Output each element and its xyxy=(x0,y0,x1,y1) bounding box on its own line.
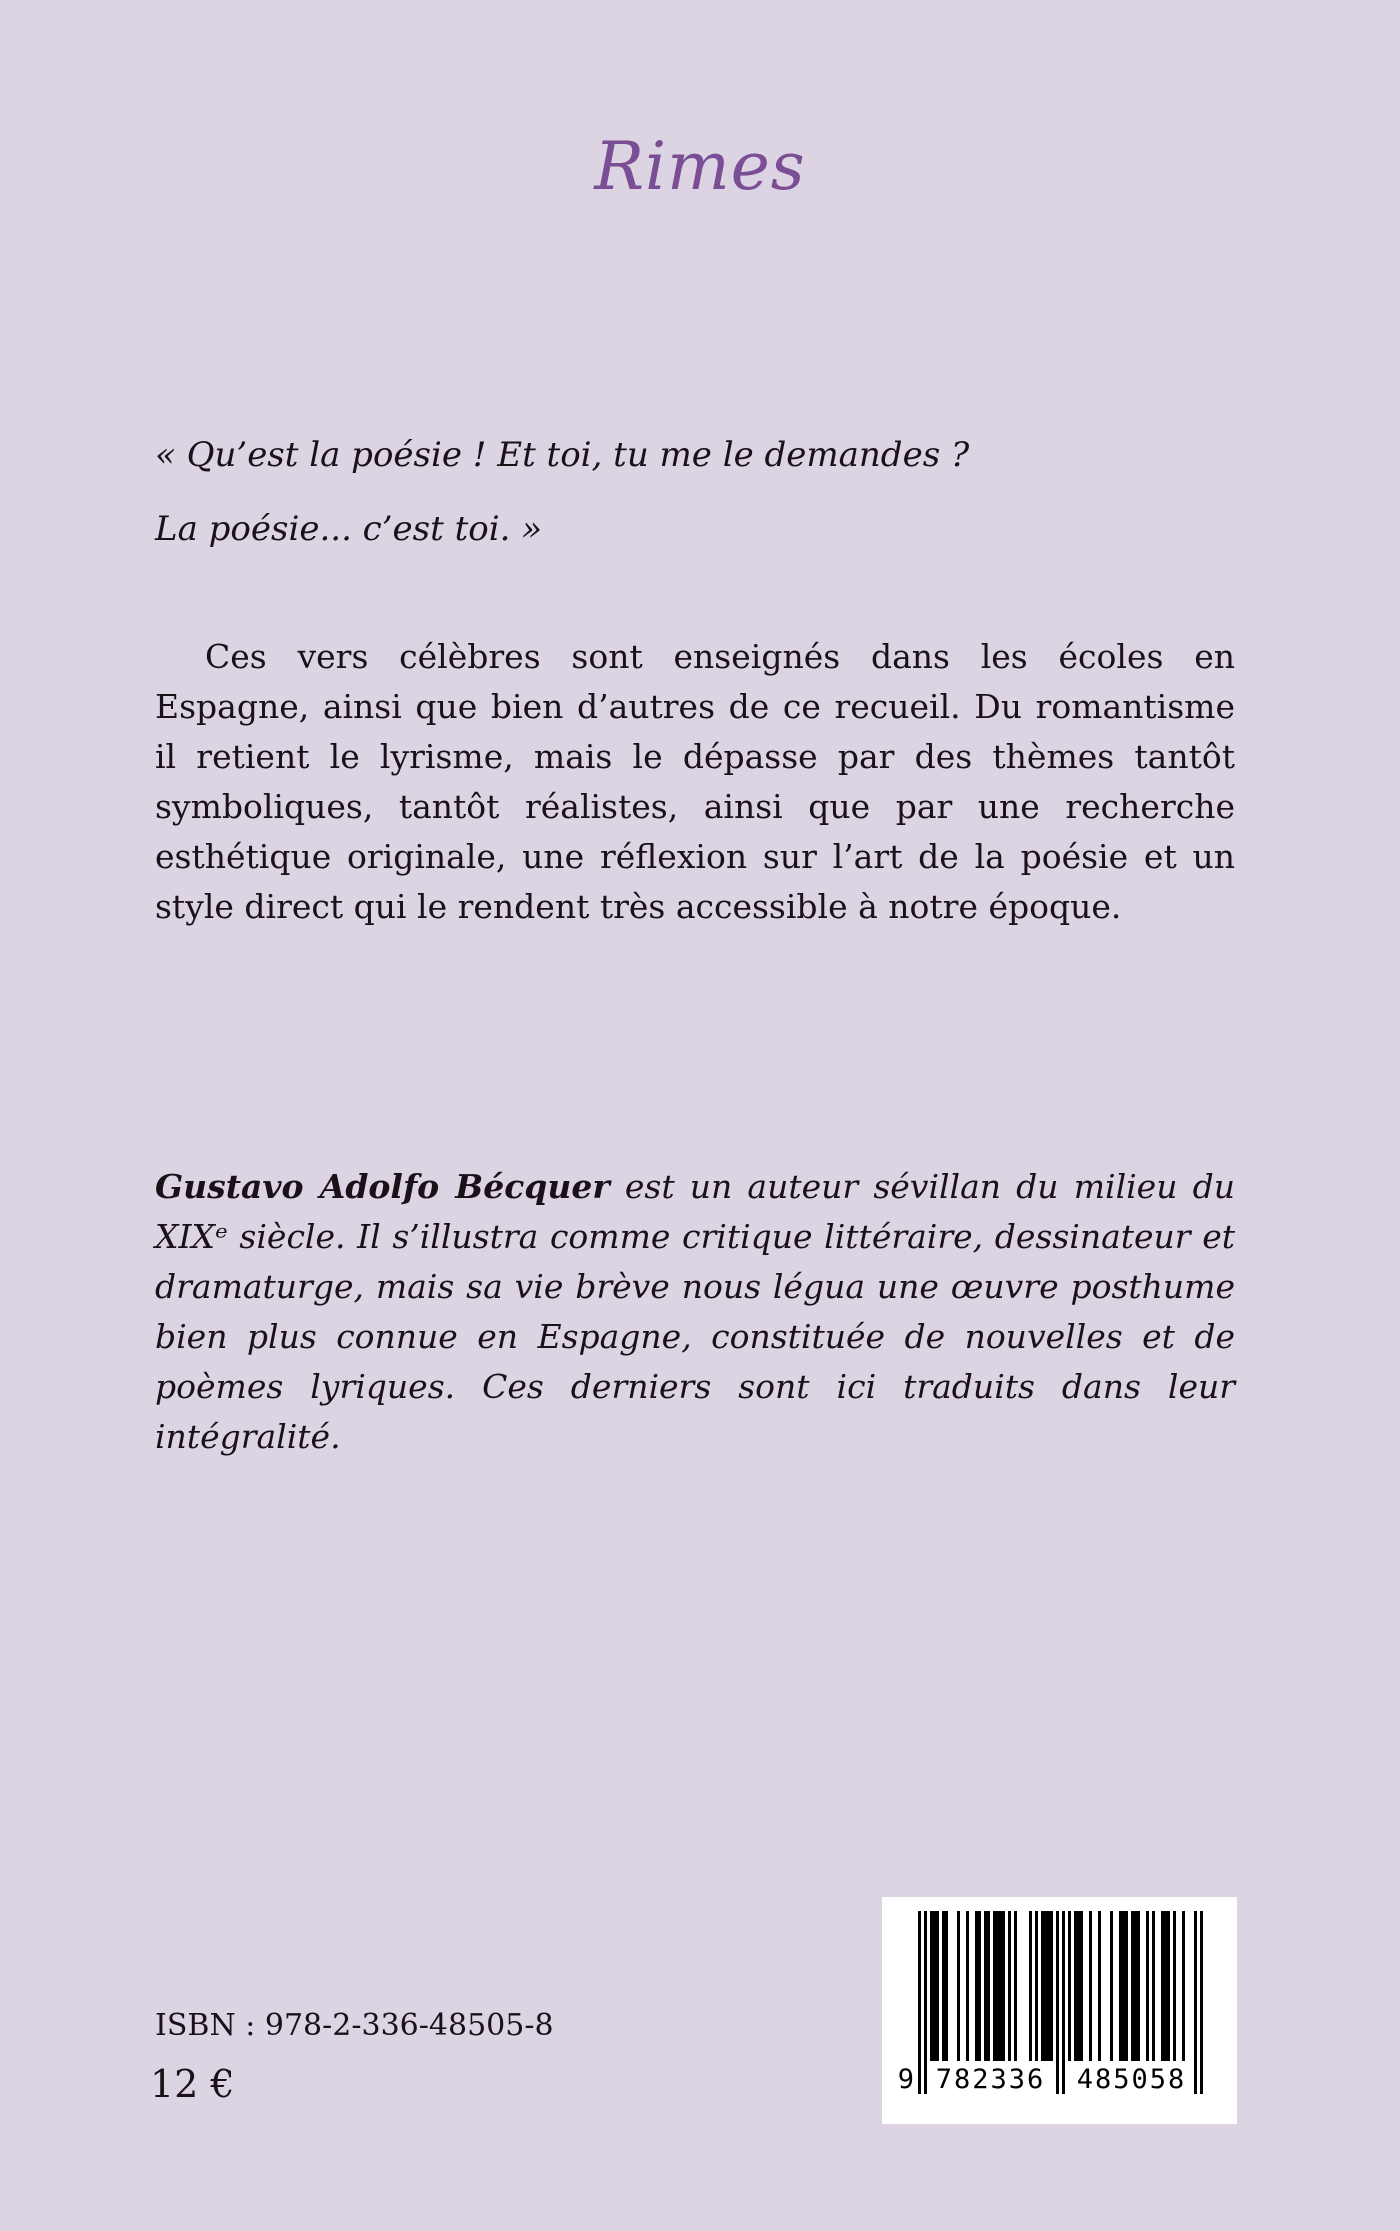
barcode-digits-group-2: 485058 xyxy=(1076,2064,1187,2095)
epigraph-line-1: « Qu’est la poésie ! Et toi, tu me le demandes ? xyxy=(155,435,970,475)
author-name: Gustavo Adolfo Bécquer xyxy=(155,1167,610,1206)
isbn-label: ISBN : 978-2-336-48505-8 xyxy=(155,2008,554,2043)
author-bio xyxy=(155,1162,1235,1462)
synopsis-paragraph: Ces vers célèbres sont enseignés dans les écoles en Espagne, ainsi que bien d’autres de ce recueil. Du romantisme il retient le lyrisme, mais le dépasse par des thèmes tantôt symboliques, tantôt réalistes, ainsi que par une recherche esthétique originale, une réflexion sur l’art de la poésie et un style direct qui le rendent très accessible à notre époque. xyxy=(155,637,1235,926)
barcode-bar xyxy=(1200,1911,1203,2094)
epigraph xyxy=(155,418,1235,566)
barcode-digits-group-1: 782336 xyxy=(935,2064,1046,2095)
author-bio-text: est un auteur sévillan du milieu du XIXᵉ siècle. Il s’illustra comme critique littéraire, dessinateur et dramaturge, mais sa vie brève nous légua une œuvre posthume bien plus connue en Espagne, constituée de nouvelles et de poèmes lyriques. Ces derniers sont ici traduits dans leur intégralité. xyxy=(155,1167,1235,1456)
barcode-digit-lead: 9 xyxy=(897,2064,916,2095)
barcode xyxy=(882,1897,1237,2124)
price-label: 12 € xyxy=(150,2062,235,2106)
book-title: Rimes xyxy=(594,128,806,205)
epigraph-line-2: La poésie... c’est toi. » xyxy=(155,509,542,549)
